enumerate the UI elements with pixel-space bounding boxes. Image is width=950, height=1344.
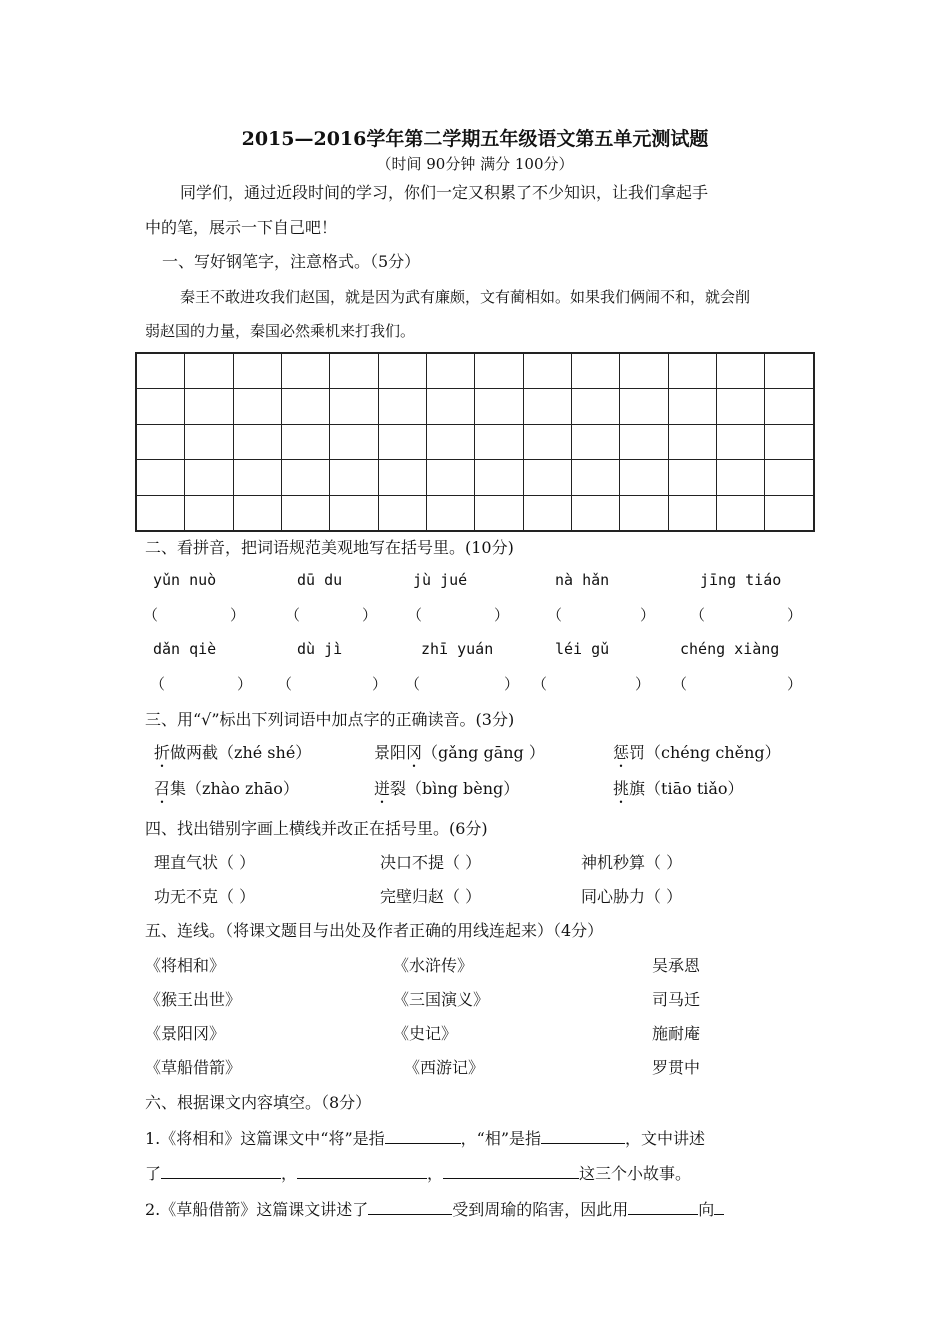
answer-box-1[interactable]: （ ） xyxy=(143,606,246,624)
blank-field[interactable] xyxy=(541,1127,625,1144)
match-author[interactable]: 罗贯中 xyxy=(652,1058,701,1077)
blank-field[interactable] xyxy=(628,1198,698,1215)
pinyin-9: léi gǔ xyxy=(555,640,610,658)
match-author[interactable]: 施耐庵 xyxy=(652,1024,701,1043)
answer-box-5[interactable]: （ ） xyxy=(690,606,803,624)
pronunciation-item[interactable]: 召集（zhào zhāo） xyxy=(154,779,299,798)
match-source[interactable]: 《三国演义》 xyxy=(393,990,490,1009)
blank-field[interactable] xyxy=(161,1162,281,1179)
answer-box-6[interactable]: （ ） xyxy=(150,675,253,693)
section-2-heading: 二、看拼音，把词语规范美观地写在括号里。(10分) xyxy=(145,538,514,557)
pronunciation-item[interactable]: 景阳冈（gǎng gāng ） xyxy=(374,743,545,762)
pinyin-7: dù jì xyxy=(297,640,343,658)
match-title[interactable]: 《景阳冈》 xyxy=(145,1024,226,1043)
fill-question-2: 2.《草船借箭》这篇课文讲述了 受到周瑜的陷害，因此用 向 xyxy=(145,1197,724,1220)
answer-box-7[interactable]: （ ） xyxy=(277,675,388,693)
match-source[interactable]: 《西游记》 xyxy=(404,1058,485,1077)
match-source[interactable]: 《水浒传》 xyxy=(393,956,474,975)
pinyin-10: chéng xiàng xyxy=(680,640,780,658)
pinyin-4: nà hǎn xyxy=(555,571,610,589)
match-title[interactable]: 《将相和》 xyxy=(145,956,226,975)
blank-field[interactable] xyxy=(368,1198,452,1215)
writing-grid[interactable] xyxy=(135,352,815,532)
pronunciation-item[interactable]: 迸裂（bìng bèng） xyxy=(374,779,520,798)
fill-question-1: 1.《将相和》这篇课文中“将”是指 ，“相”是指 ，文中讲述 xyxy=(145,1129,706,1148)
section-4-heading: 四、找出错别字画上横线并改正在括号里。(6分) xyxy=(145,819,488,838)
typo-item[interactable]: 完壁归赵（ ） xyxy=(380,887,482,906)
section-5-heading: 五、连线。（将课文题目与出处及作者正确的用线连起来）（4分） xyxy=(145,921,604,940)
match-author[interactable]: 吴承恩 xyxy=(652,956,701,975)
copy-text-line-2: 弱赵国的力量，秦国必然乘机来打我们。 xyxy=(145,322,416,340)
typo-item[interactable]: 神机秒算（ ） xyxy=(581,853,683,872)
fill-question-1-cont: 了 ， ， 这三个小故事。 xyxy=(145,1164,692,1183)
match-title[interactable]: 《猴王出世》 xyxy=(145,990,242,1009)
intro-line-1: 同学们，通过近段时间的学习，你们一定又积累了不少知识，让我们拿起手 xyxy=(180,183,709,202)
copy-text-line-1: 秦王不敢进攻我们赵国，就是因为武有廉颇，文有蔺相如。如果我们俩闹不和，就会削 xyxy=(180,288,751,306)
pinyin-2: dū du xyxy=(297,571,343,589)
answer-box-3[interactable]: （ ） xyxy=(407,606,510,624)
intro-line-2: 中的笔，展示一下自己吧！ xyxy=(145,218,338,237)
answer-box-4[interactable]: （ ） xyxy=(547,606,656,624)
match-source[interactable]: 《史记》 xyxy=(393,1024,458,1043)
blank-field[interactable] xyxy=(714,1198,724,1215)
pinyin-1: yǔn nuò xyxy=(153,571,217,589)
typo-item[interactable]: 决口不提（ ） xyxy=(380,853,482,872)
blank-field[interactable] xyxy=(385,1127,461,1144)
section-6-heading: 六、根据课文内容填空。（8分） xyxy=(145,1093,372,1112)
answer-box-9[interactable]: （ ） xyxy=(532,675,651,693)
page-title: 2015—2016学年第二学期五年级语文第五单元测试题 xyxy=(241,128,709,150)
answer-box-10[interactable]: （ ） xyxy=(672,675,803,693)
typo-item[interactable]: 功无不克（ ） xyxy=(154,887,256,906)
match-author[interactable]: 司马迁 xyxy=(652,990,701,1009)
pinyin-8: zhī yuán xyxy=(421,640,494,658)
typo-item[interactable]: 理直气状（ ） xyxy=(154,853,256,872)
section-3-heading: 三、用“√”标出下列词语中加点字的正确读音。(3分) xyxy=(145,710,515,729)
pinyin-5: jīng tiáo xyxy=(700,571,782,589)
pinyin-3: jù jué xyxy=(413,571,468,589)
pronunciation-item[interactable]: 惩罚（chéng chěng） xyxy=(613,743,781,762)
blank-field[interactable] xyxy=(297,1162,427,1179)
pronunciation-item[interactable]: 挑旗（tiāo tiǎo） xyxy=(613,779,744,798)
answer-box-2[interactable]: （ ） xyxy=(285,606,378,624)
typo-item[interactable]: 同心胁力（ ） xyxy=(581,887,683,906)
section-1-heading: 一、写好钢笔字，注意格式。（5分） xyxy=(162,252,421,271)
pronunciation-item[interactable]: 折做两截（zhé shé） xyxy=(154,743,312,762)
pinyin-6: dǎn qiè xyxy=(153,640,217,658)
answer-box-8[interactable]: （ ） xyxy=(405,675,520,693)
exam-info: （时间 90分钟 满分 100分） xyxy=(376,155,574,173)
match-title[interactable]: 《草船借箭》 xyxy=(145,1058,242,1077)
blank-field[interactable] xyxy=(443,1162,579,1179)
